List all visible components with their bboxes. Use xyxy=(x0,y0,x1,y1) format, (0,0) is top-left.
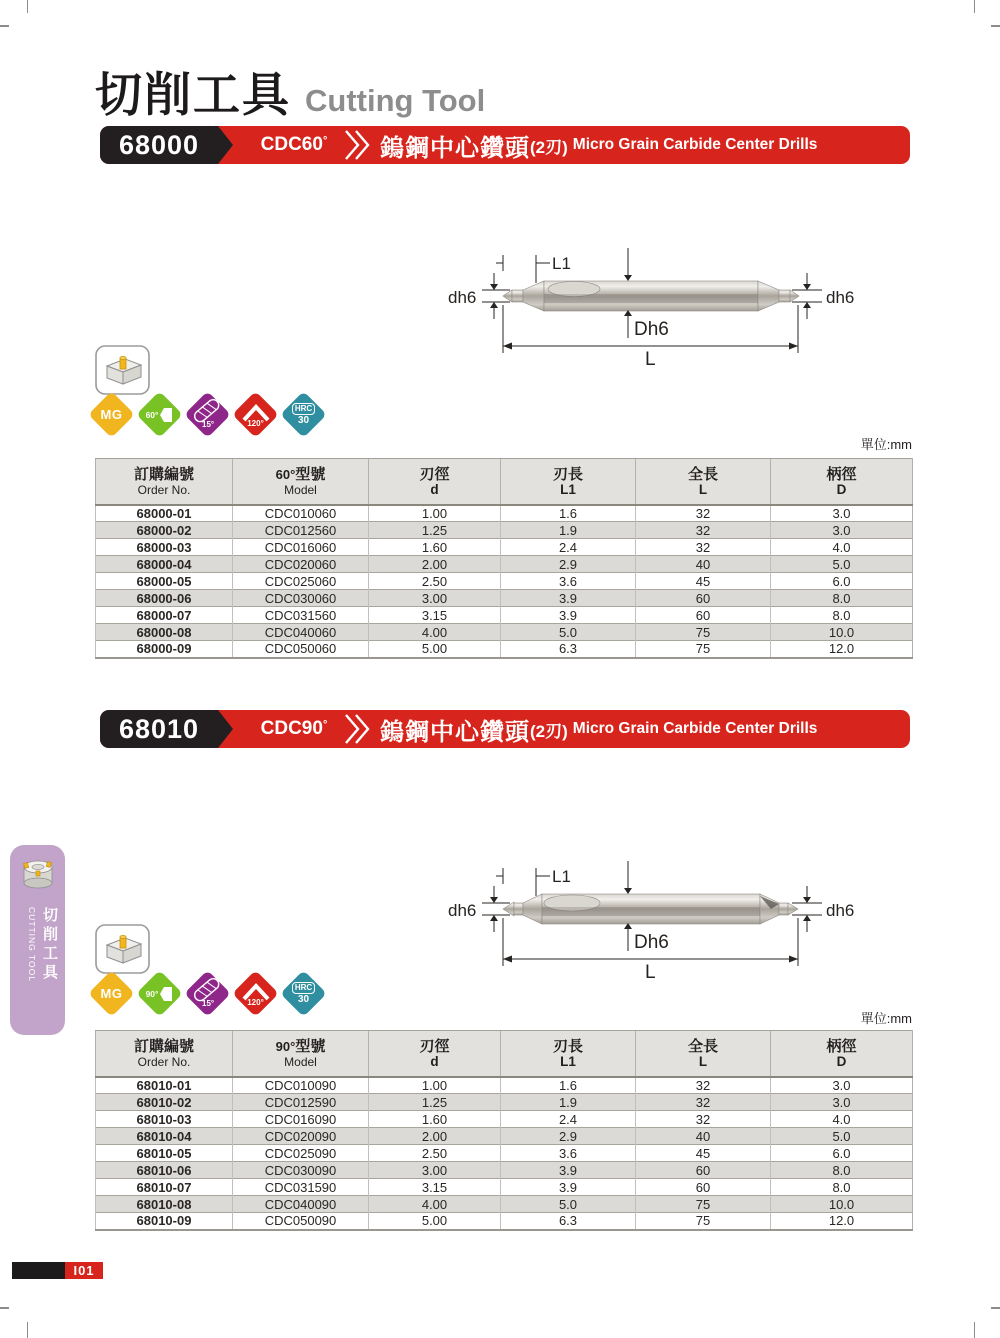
banner-title-note: (2刃) xyxy=(530,137,568,157)
drilling-application-icon xyxy=(95,924,150,974)
label-dh6-left: dh6 xyxy=(448,288,477,307)
table-row xyxy=(96,1145,913,1162)
point-angle-content xyxy=(137,971,182,1016)
label-L: L xyxy=(645,349,656,368)
order-no-cell: 68010-06 xyxy=(96,1162,233,1179)
spec-cell: 3.00 xyxy=(369,590,501,607)
spec-cell: 5.00 xyxy=(369,1213,501,1230)
countersink-angle-icon xyxy=(233,392,278,437)
spec-table-68000 xyxy=(95,458,913,659)
order-no-cell: 68000-02 xyxy=(96,522,233,539)
side-tab-label-zh: 切削工具 xyxy=(41,907,58,983)
spec-cell: 5.0 xyxy=(771,1128,913,1145)
order-no-cell: 68000-04 xyxy=(96,556,233,573)
spec-cell: 2.50 xyxy=(369,1145,501,1162)
spec-cell: CDC040060 xyxy=(233,624,369,641)
micro-grain-material-icon xyxy=(89,392,134,437)
spec-cell: 3.0 xyxy=(771,1077,913,1094)
spec-cell: 3.9 xyxy=(501,1179,636,1196)
spec-cell: 1.60 xyxy=(369,1111,501,1128)
page-number: I01 xyxy=(65,1262,103,1279)
spec-cell: 3.6 xyxy=(501,1145,636,1162)
hrc-value: 30 xyxy=(297,994,310,1005)
page-title xyxy=(95,58,485,125)
table-row xyxy=(96,624,913,641)
spec-cell: CDC020060 xyxy=(233,556,369,573)
spec-cell: 2.9 xyxy=(501,1128,636,1145)
table-row xyxy=(96,1128,913,1145)
table-header xyxy=(96,1031,913,1077)
spec-cell: 32 xyxy=(636,1094,771,1111)
hrc-value: 30 xyxy=(297,415,310,426)
order-no-cell: 68000-03 xyxy=(96,539,233,556)
spec-cell: 2.4 xyxy=(501,1111,636,1128)
spec-cell: 5.00 xyxy=(369,641,501,658)
spec-cell: 3.9 xyxy=(501,1162,636,1179)
spec-cell: 75 xyxy=(636,624,771,641)
col-header-d: 刃徑 d xyxy=(369,1031,501,1077)
chevron-icon xyxy=(344,714,370,744)
spec-cell: 6.3 xyxy=(501,1213,636,1230)
micro-grain-material-icon xyxy=(89,971,134,1016)
spec-table-68010-wrap xyxy=(95,1030,912,1231)
spec-cell: 32 xyxy=(636,1111,771,1128)
crop-mark xyxy=(0,25,9,27)
spec-icons-row xyxy=(89,392,326,437)
banner-title-zh: 鎢鋼中心鑽頭 xyxy=(380,134,530,162)
crop-mark xyxy=(991,1307,1000,1309)
spec-cell: 32 xyxy=(636,505,771,522)
helix-angle-icon xyxy=(185,971,230,1016)
table-row xyxy=(96,1077,913,1094)
spec-cell: 1.60 xyxy=(369,539,501,556)
spec-cell: 3.0 xyxy=(771,505,913,522)
label-Dh6: Dh6 xyxy=(634,932,669,953)
col-header-shank: 柄徑 D xyxy=(771,1031,913,1077)
order-no-cell: 68010-09 xyxy=(96,1213,233,1230)
page-number-black-block xyxy=(12,1262,65,1279)
table-row xyxy=(96,539,913,556)
col-header-l: 全長 L xyxy=(636,1031,771,1077)
spec-cell: CDC050060 xyxy=(233,641,369,658)
order-no-cell: 68010-07 xyxy=(96,1179,233,1196)
product-code-chip: 68010 xyxy=(100,710,218,748)
spec-cell: CDC025090 xyxy=(233,1145,369,1162)
spec-cell: 60 xyxy=(636,590,771,607)
col-header-order: 訂購編號 Order No. xyxy=(96,1031,233,1077)
spec-cell: 4.00 xyxy=(369,624,501,641)
spec-cell: 8.0 xyxy=(771,590,913,607)
spec-cell: 75 xyxy=(636,1196,771,1213)
crop-mark xyxy=(0,1307,9,1309)
col-header-d: 刃徑 d xyxy=(369,459,501,505)
drill-body xyxy=(503,281,799,311)
order-no-cell: 68000-09 xyxy=(96,641,233,658)
spec-cell: CDC031590 xyxy=(233,1179,369,1196)
col-header-l: 全長 L xyxy=(636,459,771,505)
point-angle-content xyxy=(137,392,182,437)
hardness-icon xyxy=(281,971,326,1016)
label-dh6-left: dh6 xyxy=(448,901,477,920)
helix-angle-label: 15° xyxy=(202,420,215,429)
spec-cell: 32 xyxy=(636,539,771,556)
col-header-model: 60°型號 Model xyxy=(233,459,369,505)
page-title-en: Cutting Tool xyxy=(305,83,486,118)
helix-angle-icon xyxy=(185,392,230,437)
spec-cell: 8.0 xyxy=(771,607,913,624)
spec-cell: 5.0 xyxy=(771,556,913,573)
label-l1: L1 xyxy=(552,867,571,886)
hrc-label: HRC xyxy=(292,403,315,415)
helix-content xyxy=(185,971,230,1016)
page-title-zh: 切削工具 xyxy=(95,68,291,121)
spec-cell: 32 xyxy=(636,522,771,539)
table-row xyxy=(96,590,913,607)
chevron-icon xyxy=(344,130,370,160)
col-header-order: 訂購編號 Order No. xyxy=(96,459,233,505)
spec-cell: CDC040090 xyxy=(233,1196,369,1213)
spec-cell: 4.0 xyxy=(771,1111,913,1128)
crop-mark xyxy=(991,25,1000,27)
point-angle-icon xyxy=(137,392,182,437)
spec-cell: CDC012560 xyxy=(233,522,369,539)
hardness-content xyxy=(281,392,326,437)
spec-cell: 75 xyxy=(636,641,771,658)
spec-cell: 45 xyxy=(636,573,771,590)
spec-cell: CDC016060 xyxy=(233,539,369,556)
spec-cell: 6.0 xyxy=(771,1145,913,1162)
helix-angle-label: 15° xyxy=(202,999,215,1008)
order-no-cell: 68000-01 xyxy=(96,505,233,522)
countersink-content xyxy=(233,392,278,437)
center-drill-diagram-60 xyxy=(438,243,918,368)
spec-cell: 2.50 xyxy=(369,573,501,590)
spec-cell: 1.6 xyxy=(501,505,636,522)
spec-cell: 3.15 xyxy=(369,607,501,624)
point-angle-icon xyxy=(137,971,182,1016)
spec-cell: 10.0 xyxy=(771,1196,913,1213)
order-no-cell: 68010-04 xyxy=(96,1128,233,1145)
spec-cell: 12.0 xyxy=(771,1213,913,1230)
page-number-bar xyxy=(12,1262,103,1279)
spec-cell: 75 xyxy=(636,1213,771,1230)
spec-cell: 3.9 xyxy=(501,607,636,624)
spec-cell: 45 xyxy=(636,1145,771,1162)
col-header-shank: 柄徑 D xyxy=(771,459,913,505)
crop-mark xyxy=(974,1322,975,1338)
spec-cell: 6.3 xyxy=(501,641,636,658)
spec-cell: 60 xyxy=(636,607,771,624)
table-row xyxy=(96,573,913,590)
order-no-cell: 68000-05 xyxy=(96,573,233,590)
spec-table-68010 xyxy=(95,1030,913,1231)
series-label: CDC60 ° xyxy=(260,134,328,155)
hrc-label: HRC xyxy=(292,982,315,994)
hardness-icon xyxy=(281,392,326,437)
spec-table-68000-wrap xyxy=(95,458,912,659)
spec-cell: CDC016090 xyxy=(233,1111,369,1128)
table-row xyxy=(96,1196,913,1213)
spec-cell: 2.9 xyxy=(501,556,636,573)
order-no-cell: 68010-08 xyxy=(96,1196,233,1213)
table-row xyxy=(96,1162,913,1179)
spec-cell: CDC020090 xyxy=(233,1128,369,1145)
col-header-l1: 刃長 L1 xyxy=(501,459,636,505)
crop-mark xyxy=(27,1322,28,1338)
point-angle-label: 90° xyxy=(145,988,159,999)
table-row xyxy=(96,641,913,658)
spec-cell: 4.00 xyxy=(369,1196,501,1213)
spec-cell: 5.0 xyxy=(501,624,636,641)
section-banner-68010 xyxy=(100,710,910,748)
point-angle-label: 60° xyxy=(145,409,159,420)
spec-cell: 8.0 xyxy=(771,1162,913,1179)
spec-cell: 1.9 xyxy=(501,1094,636,1111)
spec-cell: CDC025060 xyxy=(233,573,369,590)
spec-cell: 1.00 xyxy=(369,505,501,522)
spec-cell: 1.00 xyxy=(369,1077,501,1094)
order-no-cell: 68010-01 xyxy=(96,1077,233,1094)
unit-label: 單位:mm xyxy=(860,437,912,452)
col-header-l1: 刃長 L1 xyxy=(501,1031,636,1077)
drilling-application-icon xyxy=(95,345,150,395)
spec-cell: CDC010090 xyxy=(233,1077,369,1094)
countersink-angle-icon xyxy=(233,971,278,1016)
banner-title xyxy=(380,710,817,748)
spec-cell: 3.9 xyxy=(501,590,636,607)
spec-cell: CDC050090 xyxy=(233,1213,369,1230)
table-row xyxy=(96,522,913,539)
table-row xyxy=(96,1213,913,1230)
spec-cell: 2.00 xyxy=(369,1128,501,1145)
spec-cell: 2.4 xyxy=(501,539,636,556)
hardness-content xyxy=(281,971,326,1016)
crop-mark xyxy=(974,0,975,13)
product-code-chip: 68000 xyxy=(100,126,218,164)
series-label: CDC90 ° xyxy=(260,718,328,739)
table-row xyxy=(96,1111,913,1128)
section-banner-68000 xyxy=(100,126,910,164)
drill-body xyxy=(503,894,798,924)
table-row xyxy=(96,556,913,573)
spec-cell: 40 xyxy=(636,556,771,573)
spec-cell: 60 xyxy=(636,1162,771,1179)
label-Dh6: Dh6 xyxy=(634,319,669,340)
banner-title-en: Micro Grain Carbide Center Drills xyxy=(572,136,818,153)
label-dh6-right: dh6 xyxy=(826,288,855,307)
spec-cell: 1.9 xyxy=(501,522,636,539)
spec-cell: CDC031560 xyxy=(233,607,369,624)
table-row xyxy=(96,1179,913,1196)
order-no-cell: 68000-06 xyxy=(96,590,233,607)
helix-content xyxy=(185,392,230,437)
spec-cell: 3.0 xyxy=(771,522,913,539)
order-no-cell: 68000-07 xyxy=(96,607,233,624)
spec-cell: 60 xyxy=(636,1179,771,1196)
banner-title xyxy=(380,126,817,164)
banner-title-note: (2刃) xyxy=(530,721,568,741)
spec-cell: 3.6 xyxy=(501,573,636,590)
table-row xyxy=(96,1094,913,1111)
countersink-content xyxy=(233,971,278,1016)
countersink-angle-label: 120° xyxy=(247,998,264,1007)
order-no-cell: 68010-05 xyxy=(96,1145,233,1162)
spec-cell: 1.25 xyxy=(369,1094,501,1111)
table-row xyxy=(96,505,913,522)
order-no-cell: 68010-03 xyxy=(96,1111,233,1128)
col-header-model: 90°型號 Model xyxy=(233,1031,369,1077)
label-l1: L1 xyxy=(552,254,571,273)
drill-point-glyph xyxy=(159,986,173,1002)
spec-cell: CDC030060 xyxy=(233,590,369,607)
center-drill-diagram-90 xyxy=(438,856,918,981)
order-no-cell: 68010-02 xyxy=(96,1094,233,1111)
spec-cell: 4.0 xyxy=(771,539,913,556)
countersink-angle-label: 120° xyxy=(247,419,264,428)
spec-cell: 3.00 xyxy=(369,1162,501,1179)
drill-point-glyph xyxy=(159,407,173,423)
chapter-side-tab xyxy=(10,845,65,1035)
banner-title-zh: 鎢鋼中心鑽頭 xyxy=(380,718,530,746)
spec-cell: CDC010060 xyxy=(233,505,369,522)
material-label: MG xyxy=(100,407,123,422)
order-no-cell: 68000-08 xyxy=(96,624,233,641)
label-L: L xyxy=(645,962,656,981)
spec-cell: 1.25 xyxy=(369,522,501,539)
spec-cell: 2.00 xyxy=(369,556,501,573)
spec-cell: 1.6 xyxy=(501,1077,636,1094)
spec-cell: 3.15 xyxy=(369,1179,501,1196)
spec-cell: 3.0 xyxy=(771,1094,913,1111)
spec-icons-row xyxy=(89,971,326,1016)
table-body xyxy=(96,1077,913,1230)
unit-label: 單位:mm xyxy=(860,1011,912,1026)
label-dh6-right: dh6 xyxy=(826,901,855,920)
spec-cell: 6.0 xyxy=(771,573,913,590)
table-body xyxy=(96,505,913,658)
milling-cutter-image xyxy=(18,853,58,899)
spec-cell: 40 xyxy=(636,1128,771,1145)
table-header xyxy=(96,459,913,505)
spec-cell: CDC012590 xyxy=(233,1094,369,1111)
material-label: MG xyxy=(100,986,123,1001)
spec-cell: 10.0 xyxy=(771,624,913,641)
spec-cell: CDC030090 xyxy=(233,1162,369,1179)
table-row xyxy=(96,607,913,624)
crop-mark xyxy=(27,0,28,13)
spec-cell: 32 xyxy=(636,1077,771,1094)
spec-cell: 12.0 xyxy=(771,641,913,658)
spec-cell: 5.0 xyxy=(501,1196,636,1213)
side-tab-label-en: CUTTING TOOL xyxy=(27,907,37,982)
banner-title-en: Micro Grain Carbide Center Drills xyxy=(572,720,818,737)
spec-cell: 8.0 xyxy=(771,1179,913,1196)
